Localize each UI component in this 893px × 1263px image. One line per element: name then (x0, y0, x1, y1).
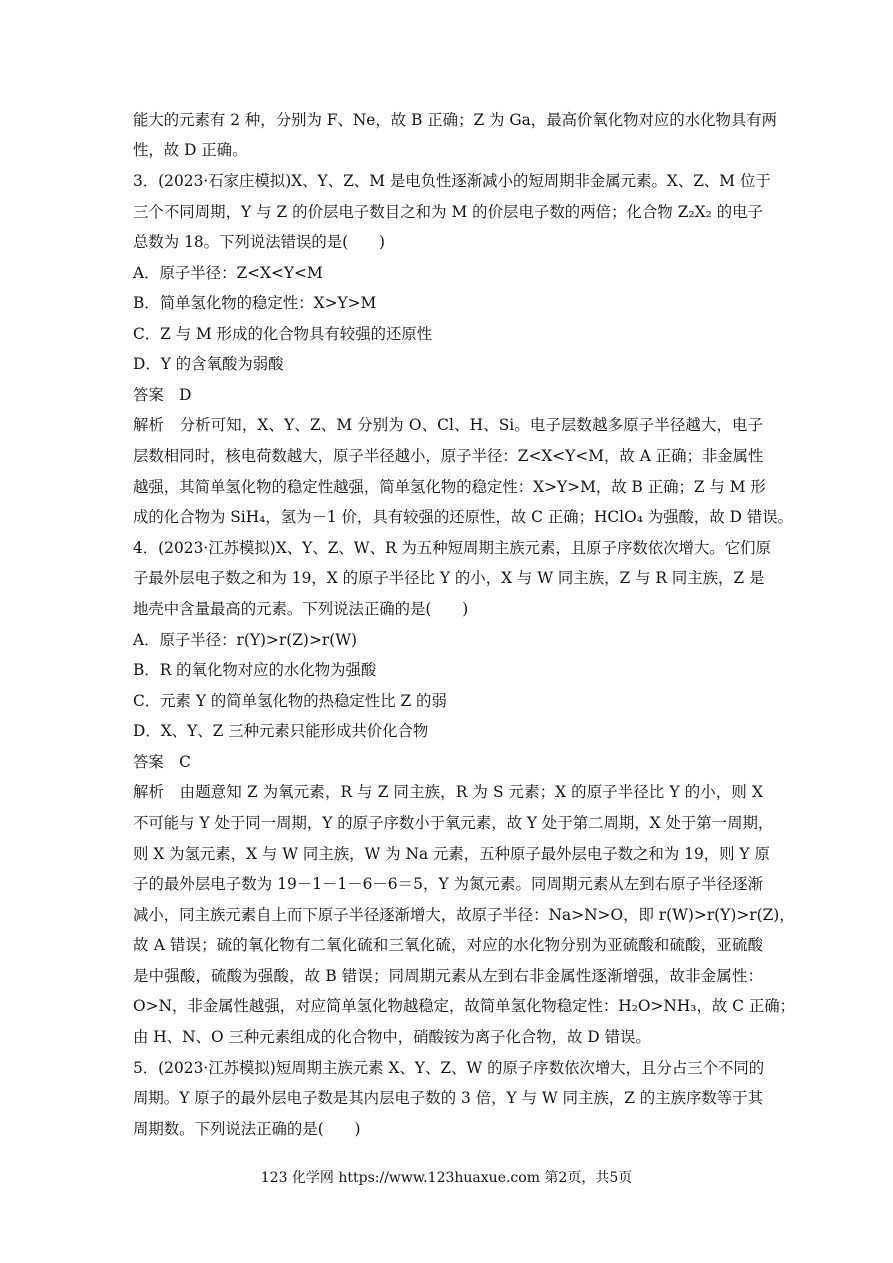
text-line: 故 A 错误；硫的氧化物有二氧化硫和三氧化硫，对应的水化物分别为亚硫酸和硫酸，亚硫酸 (133, 936, 763, 954)
option-c: C．Z 与 M 形成的化合物具有较强的还原性 (133, 325, 433, 343)
option-d: D．Y 的含氧酸为弱酸 (133, 355, 284, 373)
text-line: 成的化合物为 SiH₄，氢为－1 价，具有较强的还原性，故 C 正确；HClO₄ 为强酸，故 D 错误。 (133, 508, 794, 526)
analysis-line: 解析 分析可知，X、Y、Z、M 分别为 O、Cl、H、Si。电子层数越多原子半径越大，电子 (133, 416, 763, 434)
option-b: B．R 的氧化物对应的水化物为强酸 (133, 661, 377, 679)
text-line: 层数相同时，核电荷数越大，原子半径越小，原子半径：Z<X<Y<M，故 A 正确；非金属性 (133, 447, 764, 465)
text-line: 是中强酸，硫酸为强酸，故 B 错误；同周期元素从左到右非金属性逐渐增强，故非金属性： (133, 967, 763, 985)
text-line: 周期。Y 原子的最外层电子数是其内层电子数的 3 倍，Y 与 W 同主族，Z 的主族序数等于其 (133, 1089, 763, 1107)
text-line: 减小，同主族元素自上而下原子半径逐渐增大，故原子半径：Na>N>O，即 r(W)>r(Y)>r(Z)， (133, 906, 795, 924)
option-c: C．元素 Y 的简单氢化物的热稳定性比 Z 的弱 (133, 692, 447, 710)
question-5-line: 5．(2023·江苏模拟)短周期主族元素 X、Y、Z、W 的原子序数依次增大，且分占三个不同的 (133, 1059, 765, 1077)
text-line: 子的最外层电子数为 19－1－1－6－6＝5，Y 为氮元素。同周期元素从左到右原子半径逐渐 (133, 875, 763, 893)
answer-line: 答案 C (133, 753, 191, 771)
answer-line: 答案 D (133, 386, 192, 404)
question-4-line: 4．(2023·江苏模拟)X、Y、Z、W、R 为五种短周期主族元素，且原子序数依次增大。它们原 (133, 539, 771, 557)
text-line: 地壳中含量最高的元素。下列说法正确的是( ) (133, 600, 469, 618)
text-line: 能大的元素有 2 种，分别为 F、Ne，故 B 正确；Z 为 Ga，最高价氧化物对应的水化物具有两 (133, 111, 778, 129)
option-a: A．原子半径：r(Y)>r(Z)>r(W) (133, 631, 358, 649)
text-line: 总数为 18。下列说法错误的是( ) (133, 233, 385, 251)
analysis-line: 解析 由题意知 Z 为氧元素，R 与 Z 同主族，R 为 S 元素；X 的原子半径比 Y 的小，则 X (133, 783, 763, 801)
text-line: 周期数。下列说法正确的是( ) (133, 1120, 361, 1138)
text-line: 由 H、N、O 三种元素组成的化合物中，硝酸铵为离子化合物，故 D 错误。 (133, 1028, 651, 1046)
option-a: A．原子半径：Z<X<Y<M (133, 264, 323, 282)
option-d: D．X、Y、Z 三种元素只能形成共价化合物 (133, 722, 429, 740)
page-footer: 123 化学网 https://www.123huaxue.com 第2页，共5页 (260, 1170, 633, 1186)
text-line: 子最外层电子数之和为 19，X 的原子半径比 Y 的小，X 与 W 同主族，Z 与 R 同主族，Z 是 (133, 569, 765, 587)
text-line: 不可能与 Y 处于同一周期，Y 的原子序数小于氧元素，故 Y 处于第二周期，X 处于第一周期， (133, 814, 774, 832)
text-line: 越强，其简单氢化物的稳定性越强，简单氢化物的稳定性：X>Y>M，故 B 正确；Z 与 M 形 (133, 478, 766, 496)
option-b: B．简单氢化物的稳定性：X>Y>M (133, 294, 377, 312)
text-line: 性，故 D 正确。 (133, 141, 248, 159)
text-line: 三个不同周期，Y 与 Z 的价层电子数目之和为 M 的价层电子数的两倍；化合物 Z₂X₂ 的电子 (133, 203, 763, 221)
text-line: 则 X 为氢元素，X 与 W 同主族，W 为 Na 元素，五种原子最外层电子数之和为 19，则 Y 原 (133, 845, 770, 863)
text-line: O>N，非金属性越强，对应简单氢化物越稳定，故简单氢化物稳定性：H₂O>NH₃，故 C 正确； (133, 997, 795, 1015)
question-3-line: 3．(2023·石家庄模拟)X、Y、Z、M 是电负性逐渐减小的短周期非金属元素。X、Z、M 位于 (133, 172, 771, 190)
